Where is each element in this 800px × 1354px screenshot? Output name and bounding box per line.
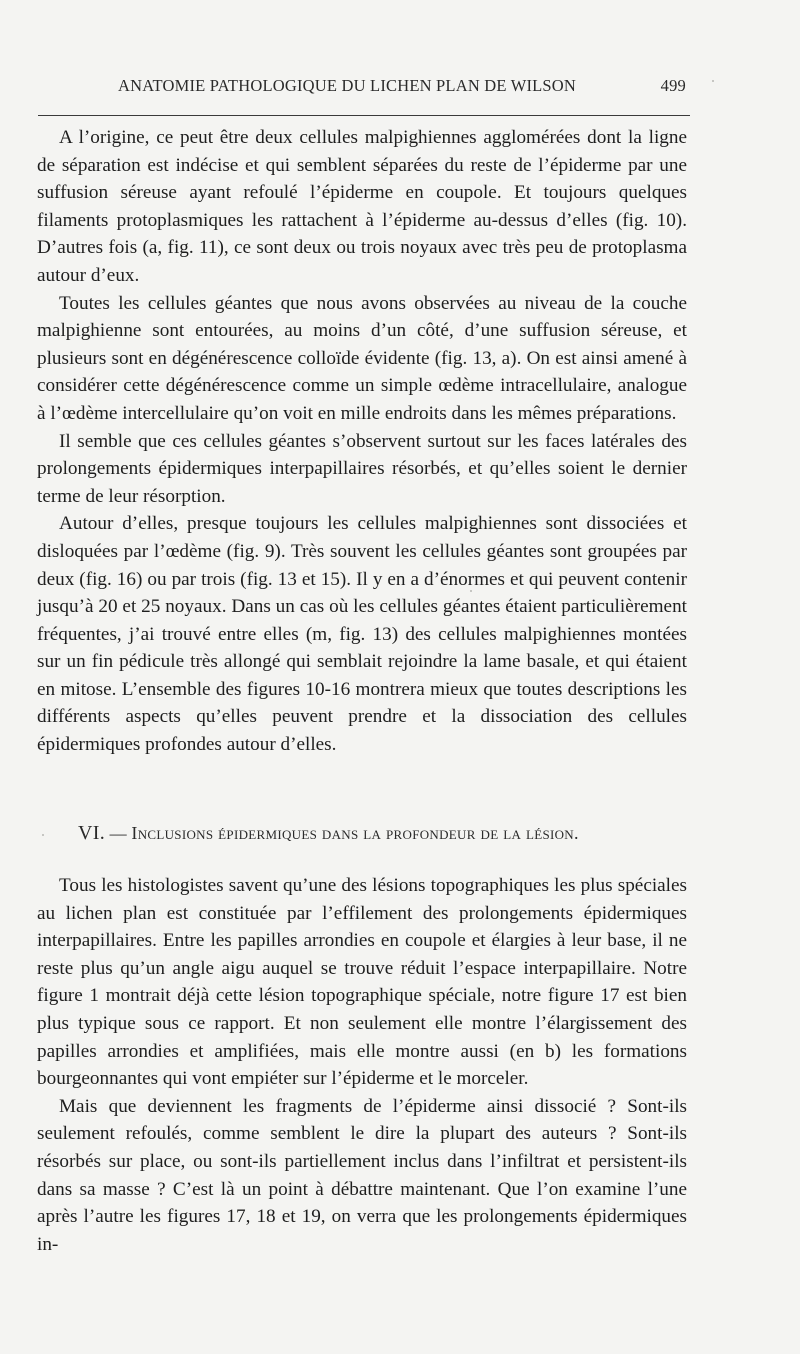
section-numeral: VI. [78, 822, 106, 844]
paper-speck [712, 80, 714, 82]
running-head [118, 76, 686, 100]
paragraph: Mais que deviennent les fragments de l’épiderme ainsi dissocié ? Sont-ils seulement refoulés, comme semblent le dire la plupart des auteurs ? Sont-ils résorbés sur place, ou sont-ils partiellement inclus dans l’infiltrat et persistent-ils dans sa masse ? C’est là un point à débattre maintenant. Que l’on examine l’une après l’autre les figures 17, 18 et 19, on verra que les prolongements épidermiques in- [37, 1095, 687, 1255]
paper-speck [42, 834, 44, 836]
header-rule [38, 115, 690, 116]
text-block-after-section [37, 872, 687, 1258]
section-dash: — [105, 824, 132, 843]
section-title: Inclusions épidermiques dans la profondeur de la lésion. [131, 823, 579, 843]
page-number: 499 [660, 76, 686, 95]
text-block-before-section [37, 124, 687, 759]
paragraph: Toutes les cellules géantes que nous avons observées au niveau de la couche malpighienne sont entourées, au moins d’un côté, d’une suffusion séreuse, et plusieurs sont en dégénérescence colloïde évidente (fig. 13, a). On est ainsi amené à considérer cette dégénérescence comme un simple œdème intracellulaire, analogue à l’œdème intercellulaire qu’on voit en mille endroits dans les mêmes préparations. [37, 292, 687, 424]
paragraph: Autour d’elles, presque toujours les cellules malpighiennes sont dissociées et disloquées par l’œdème (fig. 9). Très souvent les cellules géantes sont groupées par deux (fig. 16) ou par trois (fig. 13 et 15). Il y en a d’énormes et qui peuvent contenir jusqu’à 20 et 25 noyaux. Dans un cas où les cellules géantes étaient particulièrement fréquentes, j’ai trouvé entre elles (m, fig. 13) des cellules malpighiennes montées sur un fin pédicule très allongé qui semblait rejoindre la lame basale, et qui étaient en mitose. L’ensemble des figures 10-16 montrera mieux que toutes descriptions les différents aspects qu’elles peuvent prendre et la dissociation des cellules épidermiques profondes autour d’elles. [37, 513, 687, 756]
paragraph: Il semble que ces cellules géantes s’observent surtout sur les faces latérales des prolongements épidermiques interpapillaires résorbés, et qu’elles soient le dernier terme de leur résorption. [37, 430, 687, 507]
paragraph: A l’origine, ce peut être deux cellules malpighiennes agglomérées dont la ligne de séparation est indécise et qui semblent séparées du reste de l’épiderme par une suffusion séreuse ayant refoulé l’épiderme en coupole. Et toujours quelques filaments protoplasmiques les rattachent à l’épiderme au-dessus d’elles (fig. 10). D’autres fois (a, fig. 11), ce sont deux ou trois noyaux avec très peu de protoplasma autour d’eux. [37, 127, 687, 286]
running-title: ANATOMIE PATHOLOGIQUE DU LICHEN PLAN DE WILSON [118, 76, 577, 95]
paragraph: Tous les histologistes savent qu’une des lésions topographiques les plus spéciales au lichen plan est constituée par l’effilement des prolongements épidermiques interpapillaires. Entre les papilles arrondies en coupole et élargies à leur base, il ne reste plus qu’un angle aigu auquel se trouve réduit l’espace interpapillaire. Notre figure 1 montrait déjà cette lésion topographique spéciale, notre figure 17 est bien plus typique sous ce rapport. Et non seulement elle montre l’élargissement des papilles arrondies et amplifiées, mais elle montre aussi (en b) les formations bourgeonnantes qui vont empiéter sur l’épiderme et le morceler. [37, 875, 687, 1090]
section-heading [38, 822, 688, 845]
paper-speck [470, 590, 472, 592]
